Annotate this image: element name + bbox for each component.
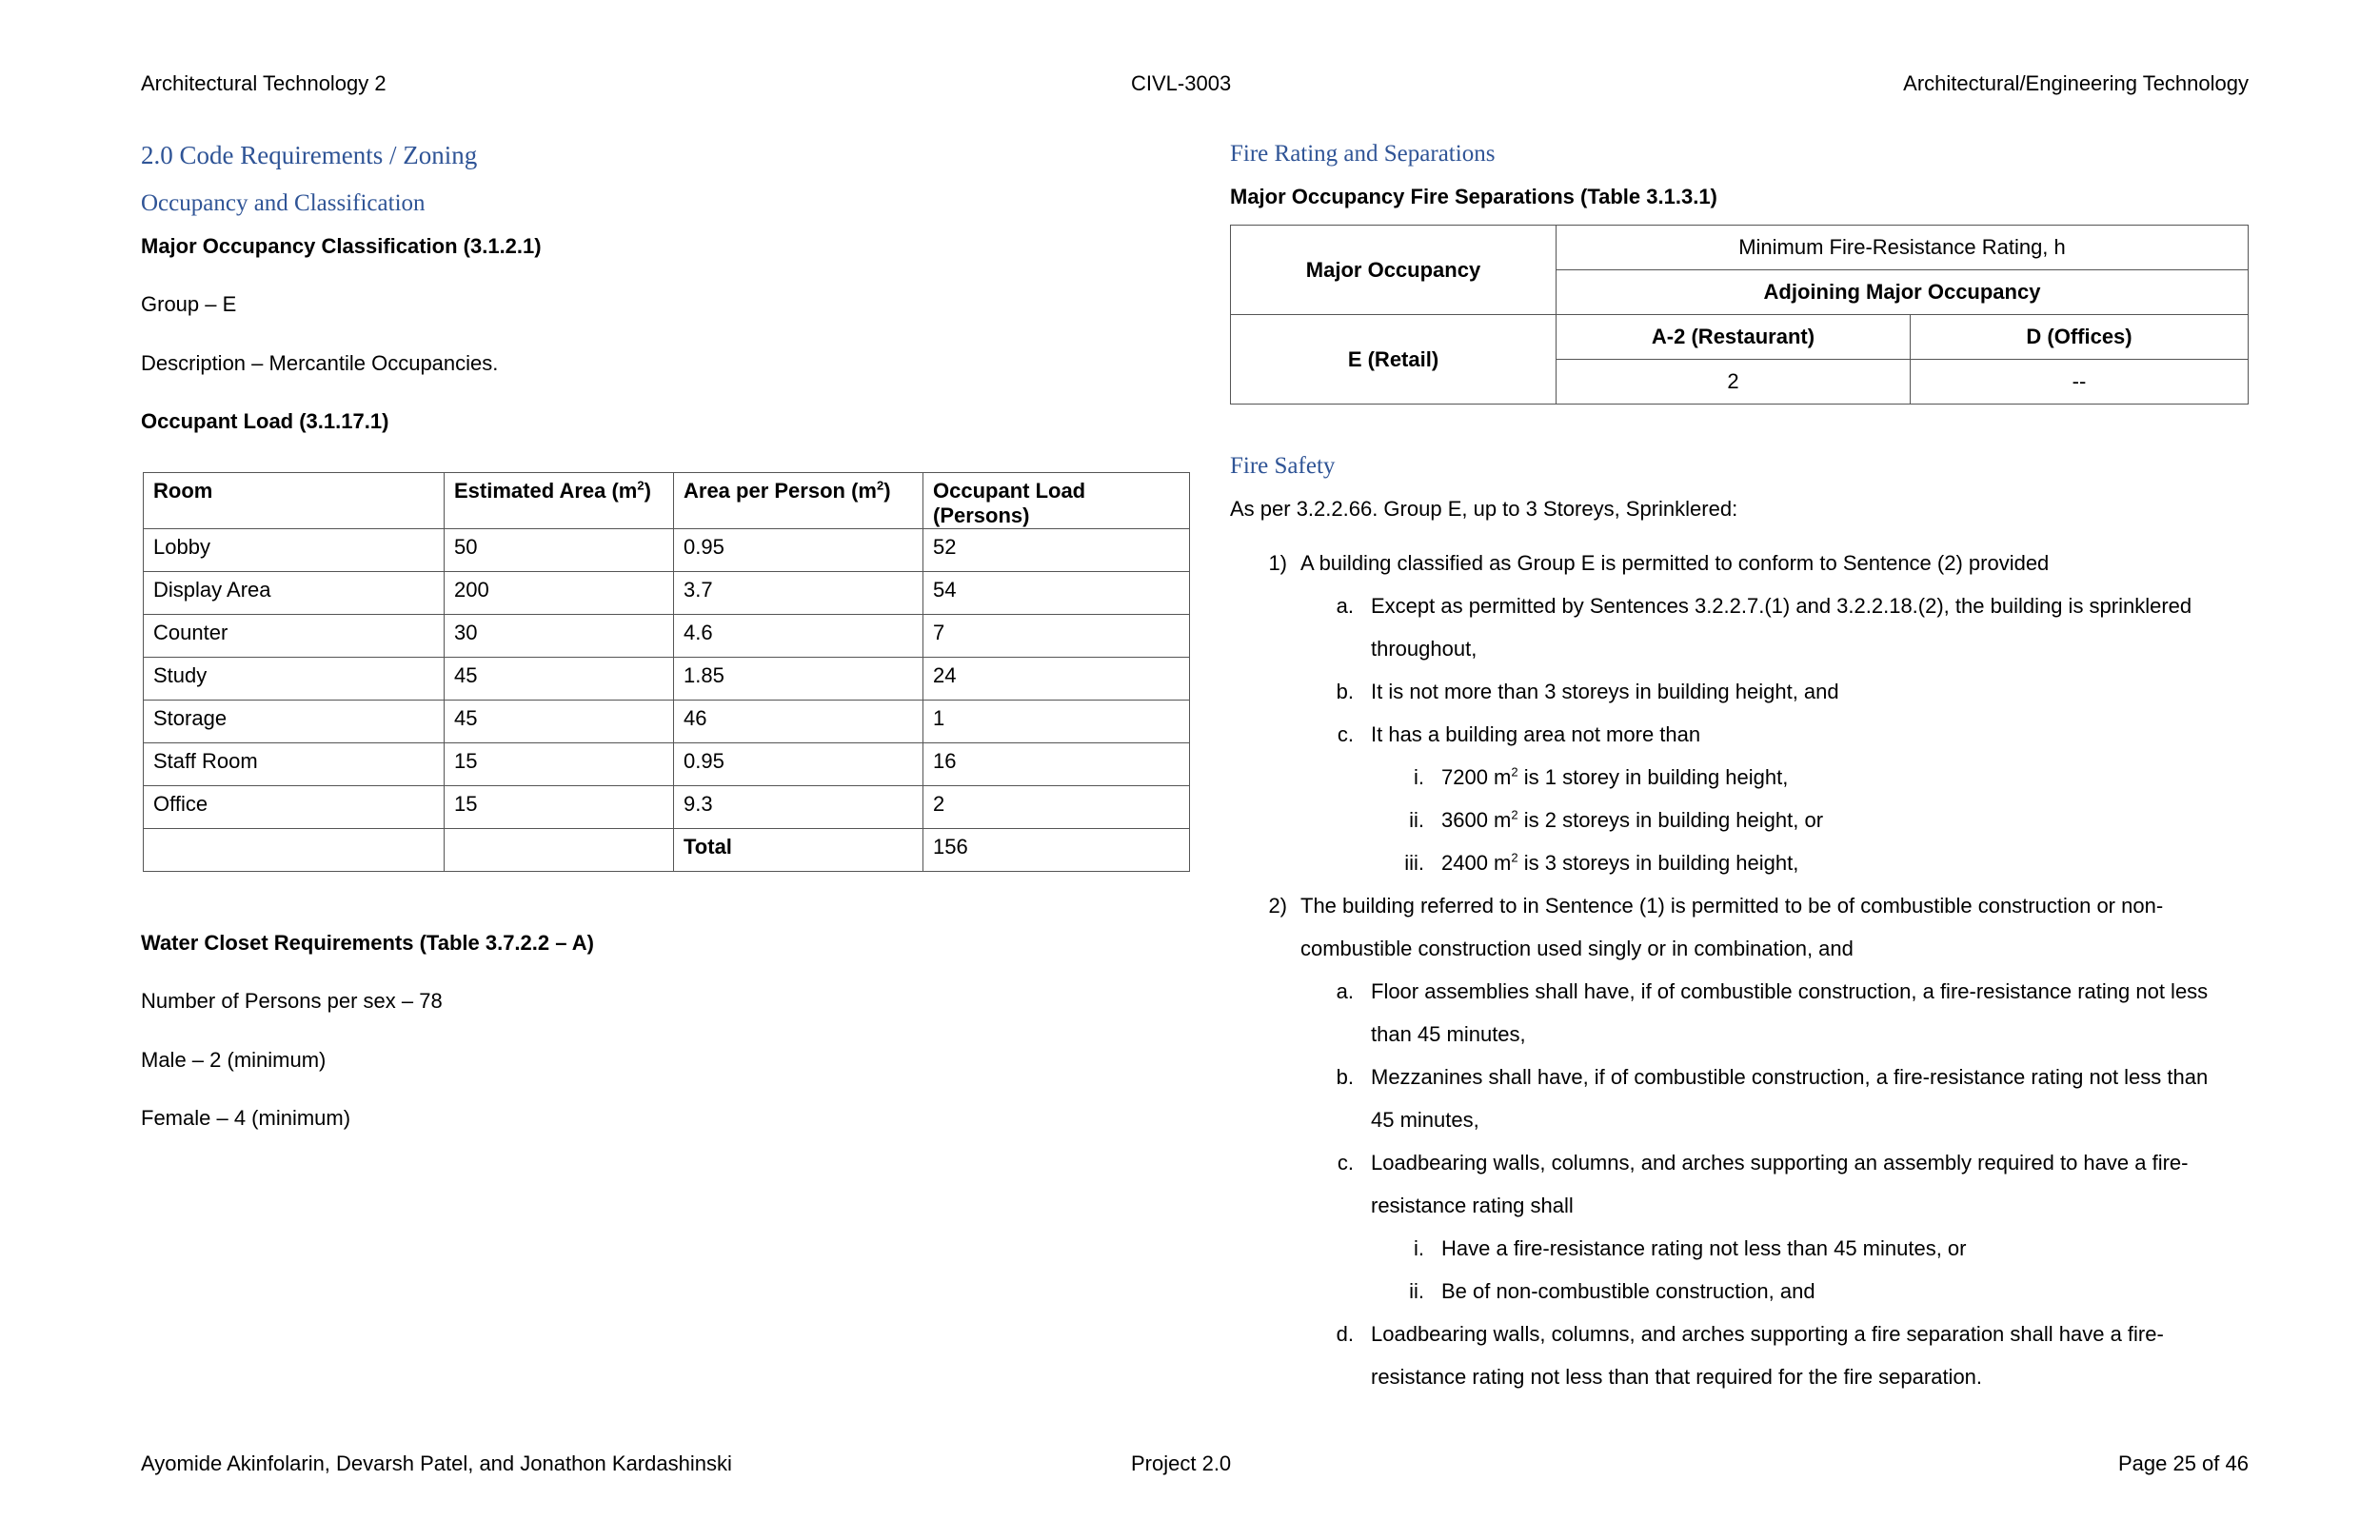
- fs-min-rating: Minimum Fire-Resistance Rating, h: [1557, 226, 2249, 270]
- header-app-close: ): [883, 479, 891, 503]
- cell: 45: [445, 658, 674, 701]
- marker: ii.: [1409, 1279, 1424, 1303]
- item-text-cont: throughout,: [1371, 637, 1478, 661]
- total-label: Total: [674, 829, 923, 872]
- fs-major-occupancy: Major Occupancy: [1231, 226, 1557, 315]
- item-text: [1441, 756, 1788, 799]
- item-text: [1441, 799, 1823, 841]
- fs-val1: 2: [1557, 360, 1911, 405]
- marker: d.: [1336, 1322, 1354, 1346]
- item-text: Be of non-combustible construction, and: [1441, 1279, 1815, 1303]
- item-text: Loadbearing walls, columns, and arches supporting a fire separation shall have a fire-: [1371, 1322, 2164, 1346]
- cell: 30: [445, 615, 674, 658]
- header-right: Architectural/Engineering Technology: [1903, 71, 2249, 95]
- item-text: Floor assemblies shall have, if of combustible construction, a fire-resistance rating not less: [1371, 979, 2209, 1003]
- table-row: [144, 529, 1190, 572]
- cell: Lobby: [144, 529, 445, 572]
- item-text-cont: resistance rating shall: [1371, 1194, 1574, 1217]
- item-text-cont: combustible construction used singly or in combination, and: [1300, 937, 1854, 960]
- cell: 16: [923, 743, 1190, 786]
- item-text: Loadbearing walls, columns, and arches supporting an assembly required to have a fire-: [1371, 1151, 2189, 1175]
- fire-safety-intro: As per 3.2.2.66. Group E, up to 3 Storeys, Sprinklered:: [1230, 497, 1738, 521]
- marker: 1): [1268, 551, 1287, 575]
- marker: a.: [1336, 594, 1354, 618]
- marker: c.: [1337, 1151, 1354, 1175]
- item-text-post: is 1 storey in building height,: [1517, 765, 1789, 789]
- cell: 54: [923, 572, 1190, 615]
- cell: 15: [445, 786, 674, 829]
- cell: 7: [923, 615, 1190, 658]
- header-center: CIVL-3003: [1131, 71, 1232, 95]
- area-value: 7200 m: [1441, 765, 1512, 789]
- cell: Storage: [144, 701, 445, 743]
- item-text: Mezzanines shall have, if of combustible construction, a fire-resistance rating not less than: [1371, 1065, 2209, 1089]
- area-value: 2400 m: [1441, 851, 1512, 875]
- footer-center: Project 2.0: [1131, 1451, 1232, 1475]
- description-text: Description – Mercantile Occupancies.: [141, 351, 499, 375]
- item-text: Except as permitted by Sentences 3.2.2.7.(1) and 3.2.2.18.(2), the building is sprinklered: [1371, 594, 2192, 618]
- occupant-load-heading: Occupant Load (3.1.17.1): [141, 409, 389, 433]
- item-text-post: is 3 storeys in building height,: [1517, 851, 1799, 875]
- fs-col2: D (Offices): [1911, 315, 2249, 360]
- item-text: A building classified as Group E is permitted to conform to Sentence (2) provided: [1300, 551, 2050, 575]
- item-text: The building referred to in Sentence (1) is permitted to be of combustible construction or non-: [1300, 894, 2164, 918]
- subsection-title: Occupancy and Classification: [141, 190, 426, 216]
- fire-separation-table: [1230, 225, 2249, 405]
- persons-per-sex: Number of Persons per sex – 78: [141, 989, 443, 1013]
- table-row: [144, 743, 1190, 786]
- cell: 46: [674, 701, 923, 743]
- fire-rating-title: Fire Rating and Separations: [1230, 141, 1496, 167]
- header-left: Architectural Technology 2: [141, 71, 387, 95]
- marker: i.: [1414, 1236, 1424, 1260]
- cell: 1: [923, 701, 1190, 743]
- header-area-label: Estimated Area (m: [454, 479, 638, 503]
- header-room-label: Room: [153, 479, 213, 503]
- cell: 45: [445, 701, 674, 743]
- female-wc: Female – 4 (minimum): [141, 1106, 351, 1130]
- header-area: [445, 473, 674, 529]
- table-row: [144, 786, 1190, 829]
- marker: b.: [1336, 1065, 1354, 1089]
- cell: Counter: [144, 615, 445, 658]
- header-area-per-person: [674, 473, 923, 529]
- fs-adjoining: Adjoining Major Occupancy: [1557, 270, 2249, 315]
- cell: Office: [144, 786, 445, 829]
- table-row: [144, 572, 1190, 615]
- marker: 2): [1268, 894, 1287, 918]
- cell: Study: [144, 658, 445, 701]
- male-wc: Male – 2 (minimum): [141, 1048, 327, 1072]
- group-text: Group – E: [141, 292, 237, 316]
- header-room: [144, 473, 445, 529]
- header-area-close: ): [644, 479, 651, 503]
- wc-heading: Water Closet Requirements (Table 3.7.2.2 – A): [141, 931, 594, 955]
- marker: ii.: [1409, 808, 1424, 832]
- fs-val2: --: [1911, 360, 2249, 405]
- fire-safety-title: Fire Safety: [1230, 453, 1336, 479]
- cell: 0.95: [674, 529, 923, 572]
- table-row: [144, 615, 1190, 658]
- sup: 2: [1511, 850, 1518, 865]
- cell-empty: [445, 829, 674, 872]
- item-text-cont: 45 minutes,: [1371, 1108, 1479, 1132]
- marker: c.: [1337, 722, 1354, 746]
- cell: 1.85: [674, 658, 923, 701]
- cell: 4.6: [674, 615, 923, 658]
- sup: 2: [1511, 807, 1518, 822]
- area-value: 3600 m: [1441, 808, 1512, 832]
- cell: Staff Room: [144, 743, 445, 786]
- moc-heading: Major Occupancy Classification (3.1.2.1): [141, 234, 542, 258]
- item-text: It is not more than 3 storeys in building height, and: [1371, 680, 1839, 703]
- header-app-label: Area per Person (m: [684, 479, 877, 503]
- table-header-row: [144, 473, 1190, 529]
- table-total-row: [144, 829, 1190, 872]
- footer-left: Ayomide Akinfolarin, Devarsh Patel, and Jonathon Kardashinski: [141, 1451, 732, 1475]
- fs-col1: A-2 (Restaurant): [1557, 315, 1911, 360]
- cell: 200: [445, 572, 674, 615]
- header-occupant-load: Occupant Load (Persons): [923, 473, 1190, 529]
- cell: 24: [923, 658, 1190, 701]
- marker: i.: [1414, 765, 1424, 789]
- item-text: [1441, 841, 1798, 884]
- item-text: It has a building area not more than: [1371, 722, 1701, 746]
- fs-occupancy: E (Retail): [1231, 315, 1557, 405]
- cell: 2: [923, 786, 1190, 829]
- fire-sep-heading: Major Occupancy Fire Separations (Table 3.1.3.1): [1230, 185, 1717, 208]
- item-text-post: is 2 storeys in building height, or: [1517, 808, 1824, 832]
- cell: 52: [923, 529, 1190, 572]
- table-row: [144, 701, 1190, 743]
- marker: b.: [1336, 680, 1354, 703]
- cell: 0.95: [674, 743, 923, 786]
- table-row: [144, 658, 1190, 701]
- footer-right: Page 25 of 46: [2117, 1451, 2249, 1475]
- cell: Display Area: [144, 572, 445, 615]
- item-text-cont: than 45 minutes,: [1371, 1022, 1526, 1046]
- sup: 2: [1511, 764, 1518, 780]
- item-text-cont: resistance rating not less than that required for the fire separation.: [1371, 1365, 1983, 1389]
- header-area-sup: 2: [637, 478, 645, 493]
- cell: 15: [445, 743, 674, 786]
- cell: 9.3: [674, 786, 923, 829]
- cell-empty: [144, 829, 445, 872]
- cell: 50: [445, 529, 674, 572]
- item-text: Have a fire-resistance rating not less than 45 minutes, or: [1441, 1236, 1967, 1260]
- total-value: 156: [923, 829, 1190, 872]
- section-title: 2.0 Code Requirements / Zoning: [141, 141, 478, 169]
- marker: iii.: [1404, 851, 1424, 875]
- header-app-sup: 2: [876, 478, 884, 493]
- marker: a.: [1336, 979, 1354, 1003]
- occupant-load-table: [143, 472, 1190, 872]
- cell: 3.7: [674, 572, 923, 615]
